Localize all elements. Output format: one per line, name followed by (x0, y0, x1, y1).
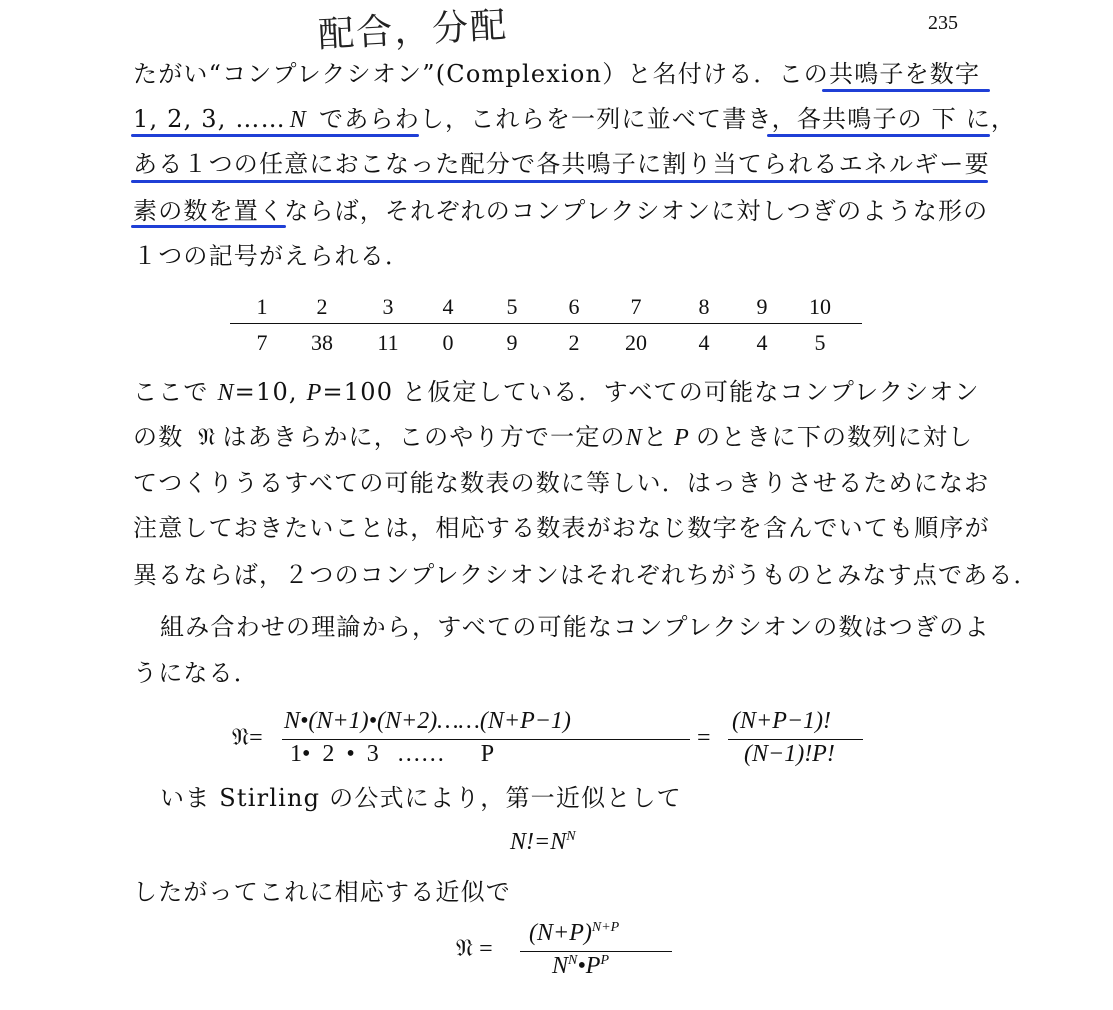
variable-p: P (674, 425, 691, 451)
formula-base: N!=N (510, 829, 567, 855)
table-cell: 11 (377, 330, 399, 355)
paragraph-2-line-5: 異るならば，２つのコンプレクシオンはそれぞれちがうものとみなす点である． (133, 561, 1039, 589)
table-cell: 4 (698, 330, 710, 355)
symbol-fraktur-n: 𝔑 (198, 423, 217, 451)
formula-1-lhs: 𝔑= (232, 725, 263, 751)
fraction-bar (282, 739, 690, 740)
text-segment: と (642, 423, 669, 451)
paragraph-1-line-1 (133, 59, 980, 89)
variable-n: N (289, 107, 308, 133)
fraction-bar (520, 951, 672, 952)
text-segment: ，これらを一列に並べて書き， (445, 105, 797, 133)
table-cell: 4 (756, 330, 768, 355)
table-cell: 10 (809, 294, 831, 319)
table-cell: 7 (630, 294, 642, 319)
formula-exponent: N (566, 829, 576, 844)
table-cell: 3 (382, 294, 394, 319)
paragraph-3-line-1: 組み合わせの理論から，すべての可能なコンプレクシオンの数はつぎのよ (160, 613, 990, 641)
underlined-text: であらわし (319, 105, 446, 133)
table-cell: 9 (756, 294, 768, 319)
text-segment: ここで (133, 378, 209, 406)
paragraph-1-line-2 (133, 104, 1016, 135)
fraction-bar (728, 739, 863, 740)
formula-dot: • (577, 953, 586, 979)
text-segment: =10, (234, 378, 298, 406)
formula-base: N (552, 953, 569, 979)
formula-3-denominator (552, 953, 609, 980)
formula-1-denominator: 1• 2 • 3 …… P (290, 741, 495, 767)
text-segment: 1, 2, 3, …… (133, 105, 286, 133)
variable-p: P (306, 380, 323, 406)
table-cell: 2 (316, 294, 328, 319)
table-cell: 38 (311, 330, 333, 355)
paragraph-2-line-3: てつくりうるすべての可能な数表の数に等しい．はっきりさせるためになお (133, 469, 990, 497)
paragraph-4-line-1: いま Stirling の公式により，第一近似として (160, 784, 682, 812)
table-cell: 9 (506, 330, 518, 355)
formula-base: (N+P) (529, 920, 592, 946)
underline-mark (131, 134, 419, 137)
text-segment: =100 と仮定している．すべての可能なコンプレクシオン (322, 378, 980, 406)
text-segment: のときに下の数列に対し (696, 423, 974, 451)
paragraph-3-line-2: うになる． (133, 659, 259, 687)
table-cell: 0 (442, 330, 454, 355)
paragraph-2-line-2 (133, 422, 973, 453)
formula-3-lhs: 𝔑 = (456, 936, 493, 962)
table-cell: 6 (568, 294, 580, 319)
formula-exponent: N+P (591, 920, 620, 935)
underlined-text: 共鳴子を数字 (829, 60, 981, 88)
complexion-table (230, 294, 862, 364)
text-segment: ならば，それぞれのコンプレクシオンに対しつぎのような形の (284, 197, 989, 225)
table-cell: 8 (698, 294, 710, 319)
underlined-text: 素の数を置く (133, 197, 285, 225)
formula-exponent: P (600, 953, 609, 968)
formula-1-numerator: N•(N+1)•(N+2)……(N+P−1) (284, 708, 571, 734)
text-segment: はあきらかに，このやり方で一定の (222, 423, 626, 451)
underline-mark (822, 89, 990, 92)
underlined-text: 各共鳴子の 下 に， (796, 105, 1017, 133)
formula-1-numerator-2: (N+P−1)! (732, 708, 832, 734)
paragraph-2-line-4: 注意しておきたいことは，相応する数表がおなじ数字を含んでいても順序が (133, 514, 990, 542)
text-segment: たがい“コンプレクシオン”(Complexion）と名付ける．この (133, 60, 829, 88)
table-cell: 20 (625, 330, 647, 355)
handwritten-annotation: 配合，分配 (317, 5, 510, 56)
paragraph-1-line-5: １つの記号がえられる． (133, 242, 411, 270)
table-cell: 5 (506, 294, 518, 319)
formula-1-denominator-2: (N−1)!P! (744, 741, 835, 767)
paragraph-5-line-1: したがってこれに相応する近似で (133, 878, 511, 906)
page-number: 235 (928, 12, 958, 34)
variable-n: N (625, 425, 643, 451)
table-cell: 4 (442, 294, 454, 319)
variable-n: N (217, 380, 235, 406)
formula-3-numerator (529, 920, 619, 947)
formula-exponent: N (568, 953, 578, 968)
paragraph-1-line-3: ある１つの任意におこなった配分で各共鳴子に割り当てられるエネルギー要 (133, 150, 990, 178)
underline-mark (131, 225, 286, 228)
table-cell: 1 (256, 294, 268, 319)
table-cell: 5 (814, 330, 826, 355)
text-segment: の数 (133, 423, 184, 451)
stirling-formula (510, 829, 576, 856)
table-cell: 2 (568, 330, 580, 355)
paragraph-2-line-1 (133, 377, 980, 408)
paragraph-1-line-4 (133, 196, 988, 226)
formula-1-equals: = (697, 725, 711, 751)
table-rule (230, 323, 862, 324)
formula-base: P (585, 953, 601, 979)
underline-mark (767, 134, 990, 137)
underline-mark (131, 180, 988, 183)
table-cell: 7 (256, 330, 268, 355)
